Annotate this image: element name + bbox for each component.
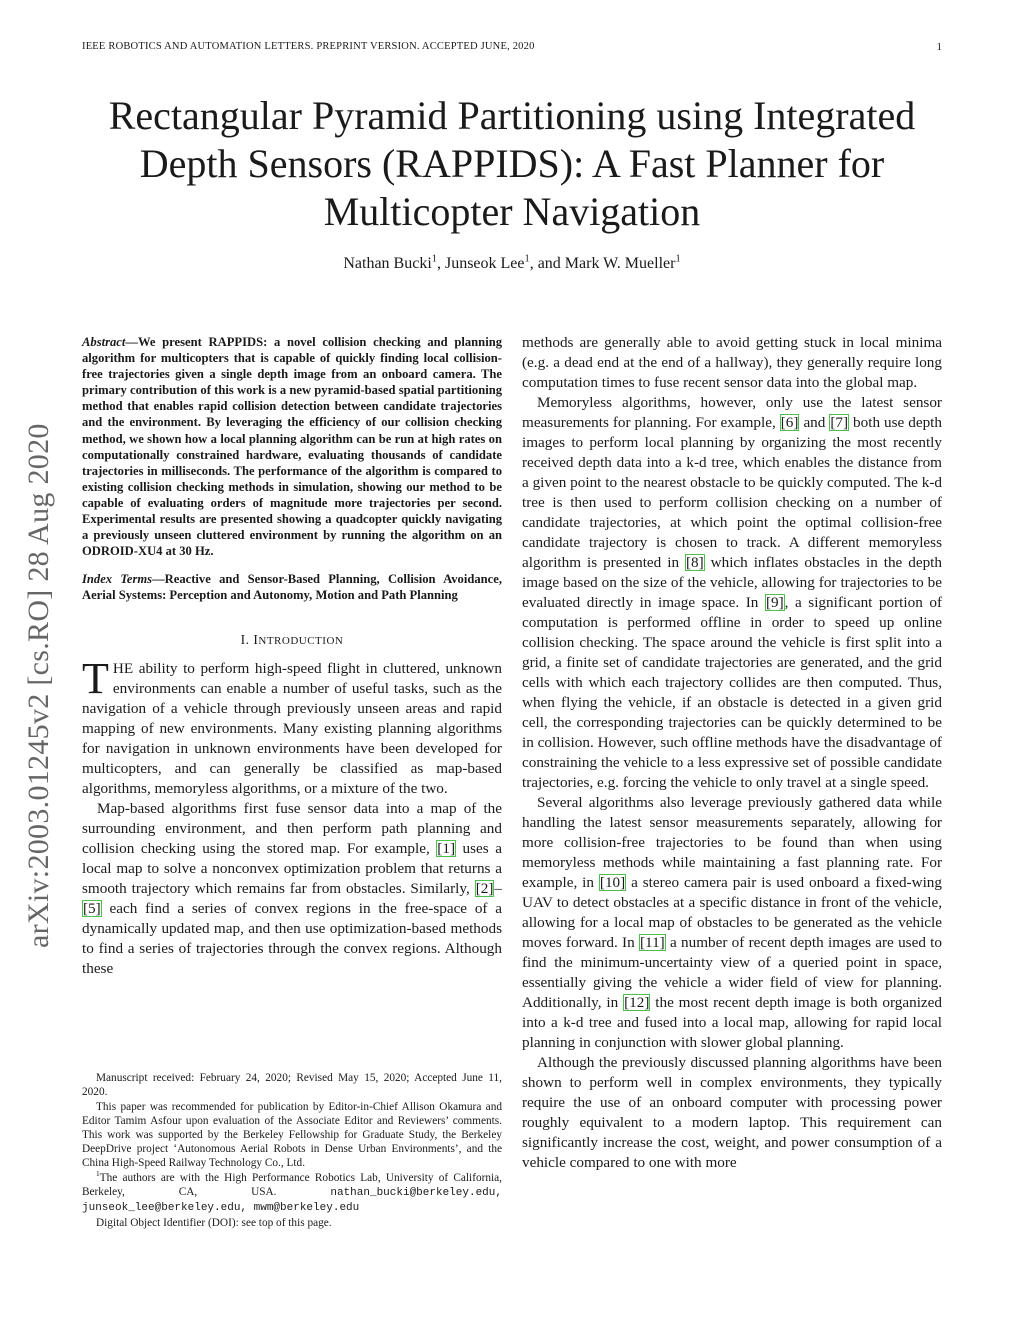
abstract-label: Abstract [82, 335, 126, 349]
footnote-editor: This paper was recommended for publication by Editor-in-Chief Allison Okamura and Editor Tamim Asfour upon evaluation of the Associate Editor and Reviewers’ comments. This work was supported by the Berkeley Fellowship for Graduate Study, the Berkeley DeepDrive project ‘Autonomous Aerial Robots in Dense Urban Environments’, and the China High-Speed Railway Technology Co., Ltd. [82, 1101, 502, 1169]
affiliation-mark: 1 [431, 253, 437, 265]
author-mueller: , and Mark W. Mueller [529, 255, 676, 272]
citation-link[interactable]: [1] [437, 839, 456, 857]
body-paragraph-hardware: Although the previously discussed planning algorithms have been shown to perform well in complex environments, they typically require the use of an onboard computer with processing power roughly equivalent to a modern laptop. This requirement can significantly increase the cost, weight, and power consumption of a vehicle compared to one with more [522, 1054, 942, 1171]
intro-paragraph-1: THE ability to perform high-speed flight in cluttered, unknown environments can enable a number of useful tasks, such as the navigation of a vehicle through previously unseen areas and rapid mapping of new environments. Many existing planning algorithms for navigation in unknown environments have been developed for multicopters, and can generally be classified as map-based algorithms, memoryless algorithms, or a mixture of the two. [82, 653, 502, 797]
footnotes [82, 1071, 502, 1231]
citation-link[interactable]: [2] [475, 879, 494, 897]
author-lee: , Junseok Lee [436, 255, 525, 272]
arxiv-stamp: arXiv:2003.01245v2 [cs.RO] 28 Aug 2020 [22, 423, 55, 948]
right-column [522, 333, 942, 1173]
body-paragraph-hybrid: Several algorithms also leverage previously gathered data while handling the latest sensor measurements separately, allowing for more collision-free trajectories to be found than when using memoryless methods while maintaining a fast planning rate. For example, in [10] a stereo camera pair is used onboard a fixed-wing UAV to detect obstacles at a specific distance in front of the vehicle, allowing for a local map of obstacles to be generated as the vehicle moves forward. In [11] a number of recent depth images are used to find the minimum-uncertainty view of a queried point in space, essentially giving the vehicle a wider field of view for planning. Additionally, in [12] the most recent depth image is both organized into a k-d tree and fused into a local map, allowing for rapid local planning in conjunction with slower global planning. [522, 794, 942, 1051]
drop-cap: T [82, 653, 109, 703]
running-header: IEEE ROBOTICS AND AUTOMATION LETTERS. PREPRINT VERSION. ACCEPTED JUNE, 2020 [82, 41, 535, 52]
citation-link[interactable]: [7] [830, 414, 849, 431]
author-emails: nathan_bucki@berkeley.edu, junseok_lee@berkeley.edu, mwm@berkeley.edu [82, 1187, 502, 1214]
left-column [82, 334, 502, 979]
intro-paragraph-2: Map-based algorithms first fuse sensor data into a map of the surrounding environment, and then perform path planning and collision checking using the stored map. For example, [1] uses a local map to solve a nonconvex optimization problem that returns a smooth trajectory which remains far from obstacles. Similarly, [2]–[5] each find a series of convex regions in the free-space of a dynamically updated map, and then use optimization-based methods to find a series of trajectories through the convex regions. Although these [82, 799, 502, 977]
body-paragraph-continued: methods are generally able to avoid getting stuck in local minima (e.g. a dead end at the end of a hallway), they generally require long computation times to fuse recent sensor data into the global map. [522, 334, 942, 391]
page-number: 1 [936, 41, 942, 53]
affiliation-mark: 1 [675, 253, 681, 265]
citation-link[interactable]: [8] [685, 554, 704, 571]
footnote-manuscript: Manuscript received: February 24, 2020; Revised May 15, 2020; Accepted June 11, 2020. [82, 1072, 502, 1098]
index-terms-label: Index Terms [82, 572, 153, 587]
citation-link[interactable]: [10] [599, 874, 626, 891]
citation-link[interactable]: [9] [765, 594, 784, 611]
paper-title: Rectangular Pyramid Partitioning using Integrated Depth Sensors (RAPPIDS): A Fast Planner for Multicopter Navigation [108, 93, 916, 234]
affiliation-mark: 1 [524, 253, 530, 265]
author-list [70, 255, 954, 273]
footnote-affiliation: $^1$The authors are with the High Performance Robotics Lab, University of California, Berkeley, CA, USA. nathan_bucki@berkeley.edu, junseok_lee@berkeley.edu, mwm@berkeley.edu [82, 1169, 502, 1214]
footnote-doi: Digital Object Identifier (DOI): see top of this page. [96, 1217, 332, 1229]
abstract-text: —We present RAPPIDS: a novel collision checking and planning algorithm for multicopters that is capable of quickly finding local collision-free trajectories given a single depth image from an onboard camera. The primary contribution of this work is a new pyramid-based spatial partitioning method that enables rapid collision detection between candidate trajectories and the environment. By leveraging the efficiency of our collision checking method, we shown how a local planning algorithm can be run at high rates on computationally constrained hardware, evaluating thousands of candidate trajectories in milliseconds. The performance of the algorithm is compared to existing collision checking methods in simulation, showing our method to be capable of evaluating orders of magnitude more trajectories per second. Experimental results are presented showing a quadcopter quickly navigating a previously unseen cluttered environment by running the algorithm on an ODROID-XU4 at 30 Hz. [82, 335, 502, 559]
citation-link[interactable]: [12] [624, 994, 650, 1011]
index-terms [82, 571, 502, 603]
body-paragraph-memoryless: Memoryless algorithms, however, only use the latest sensor measurements for planning. For example, [6] and [7] both use depth images to perform local planning by organizing the most recently received depth data into a k-d tree, which enables the distance from a given point to the nearest obstacle to be quickly computed. The k-d tree is then used to perform collision checking on a number of candidate trajectories, at which point the optimal collision-free candidate trajectory is chosen to track. A different memoryless algorithm is presented in [8] which inflates obstacles in the depth image based on the size of the vehicle, allowing for trajectories to be evaluated directly in image space. In [9], a significant portion of computation is performed offline in order to speed up online collision checking. The space around the vehicle is first split into a grid, a finite set of candidate trajectories are generated, and the grid cells with which each trajectory collides are then computed. Thus, when flying the vehicle, if an obstacle is detected in a given grid cell, the corresponding trajectories can be quickly determined to be in collision. However, such offline methods have the disadvantage of constraining the vehicle to a less expressive set of possible candidate trajectories, e.g. forcing the vehicle to only travel at a single speed. [522, 394, 943, 791]
citation-link[interactable]: [11] [639, 934, 665, 951]
index-terms-text: —Reactive and Sensor-Based Planning, Collision Avoidance, Aerial Systems: Perception and Autonomy, Motion and Path Planning [82, 572, 502, 603]
citation-link[interactable]: [6] [780, 414, 799, 431]
abstract [82, 334, 502, 559]
citation-link[interactable]: [5] [83, 899, 101, 917]
author-bucki: Nathan Bucki [343, 255, 432, 272]
section-heading-introduction: I. INTRODUCTION [240, 631, 344, 647]
